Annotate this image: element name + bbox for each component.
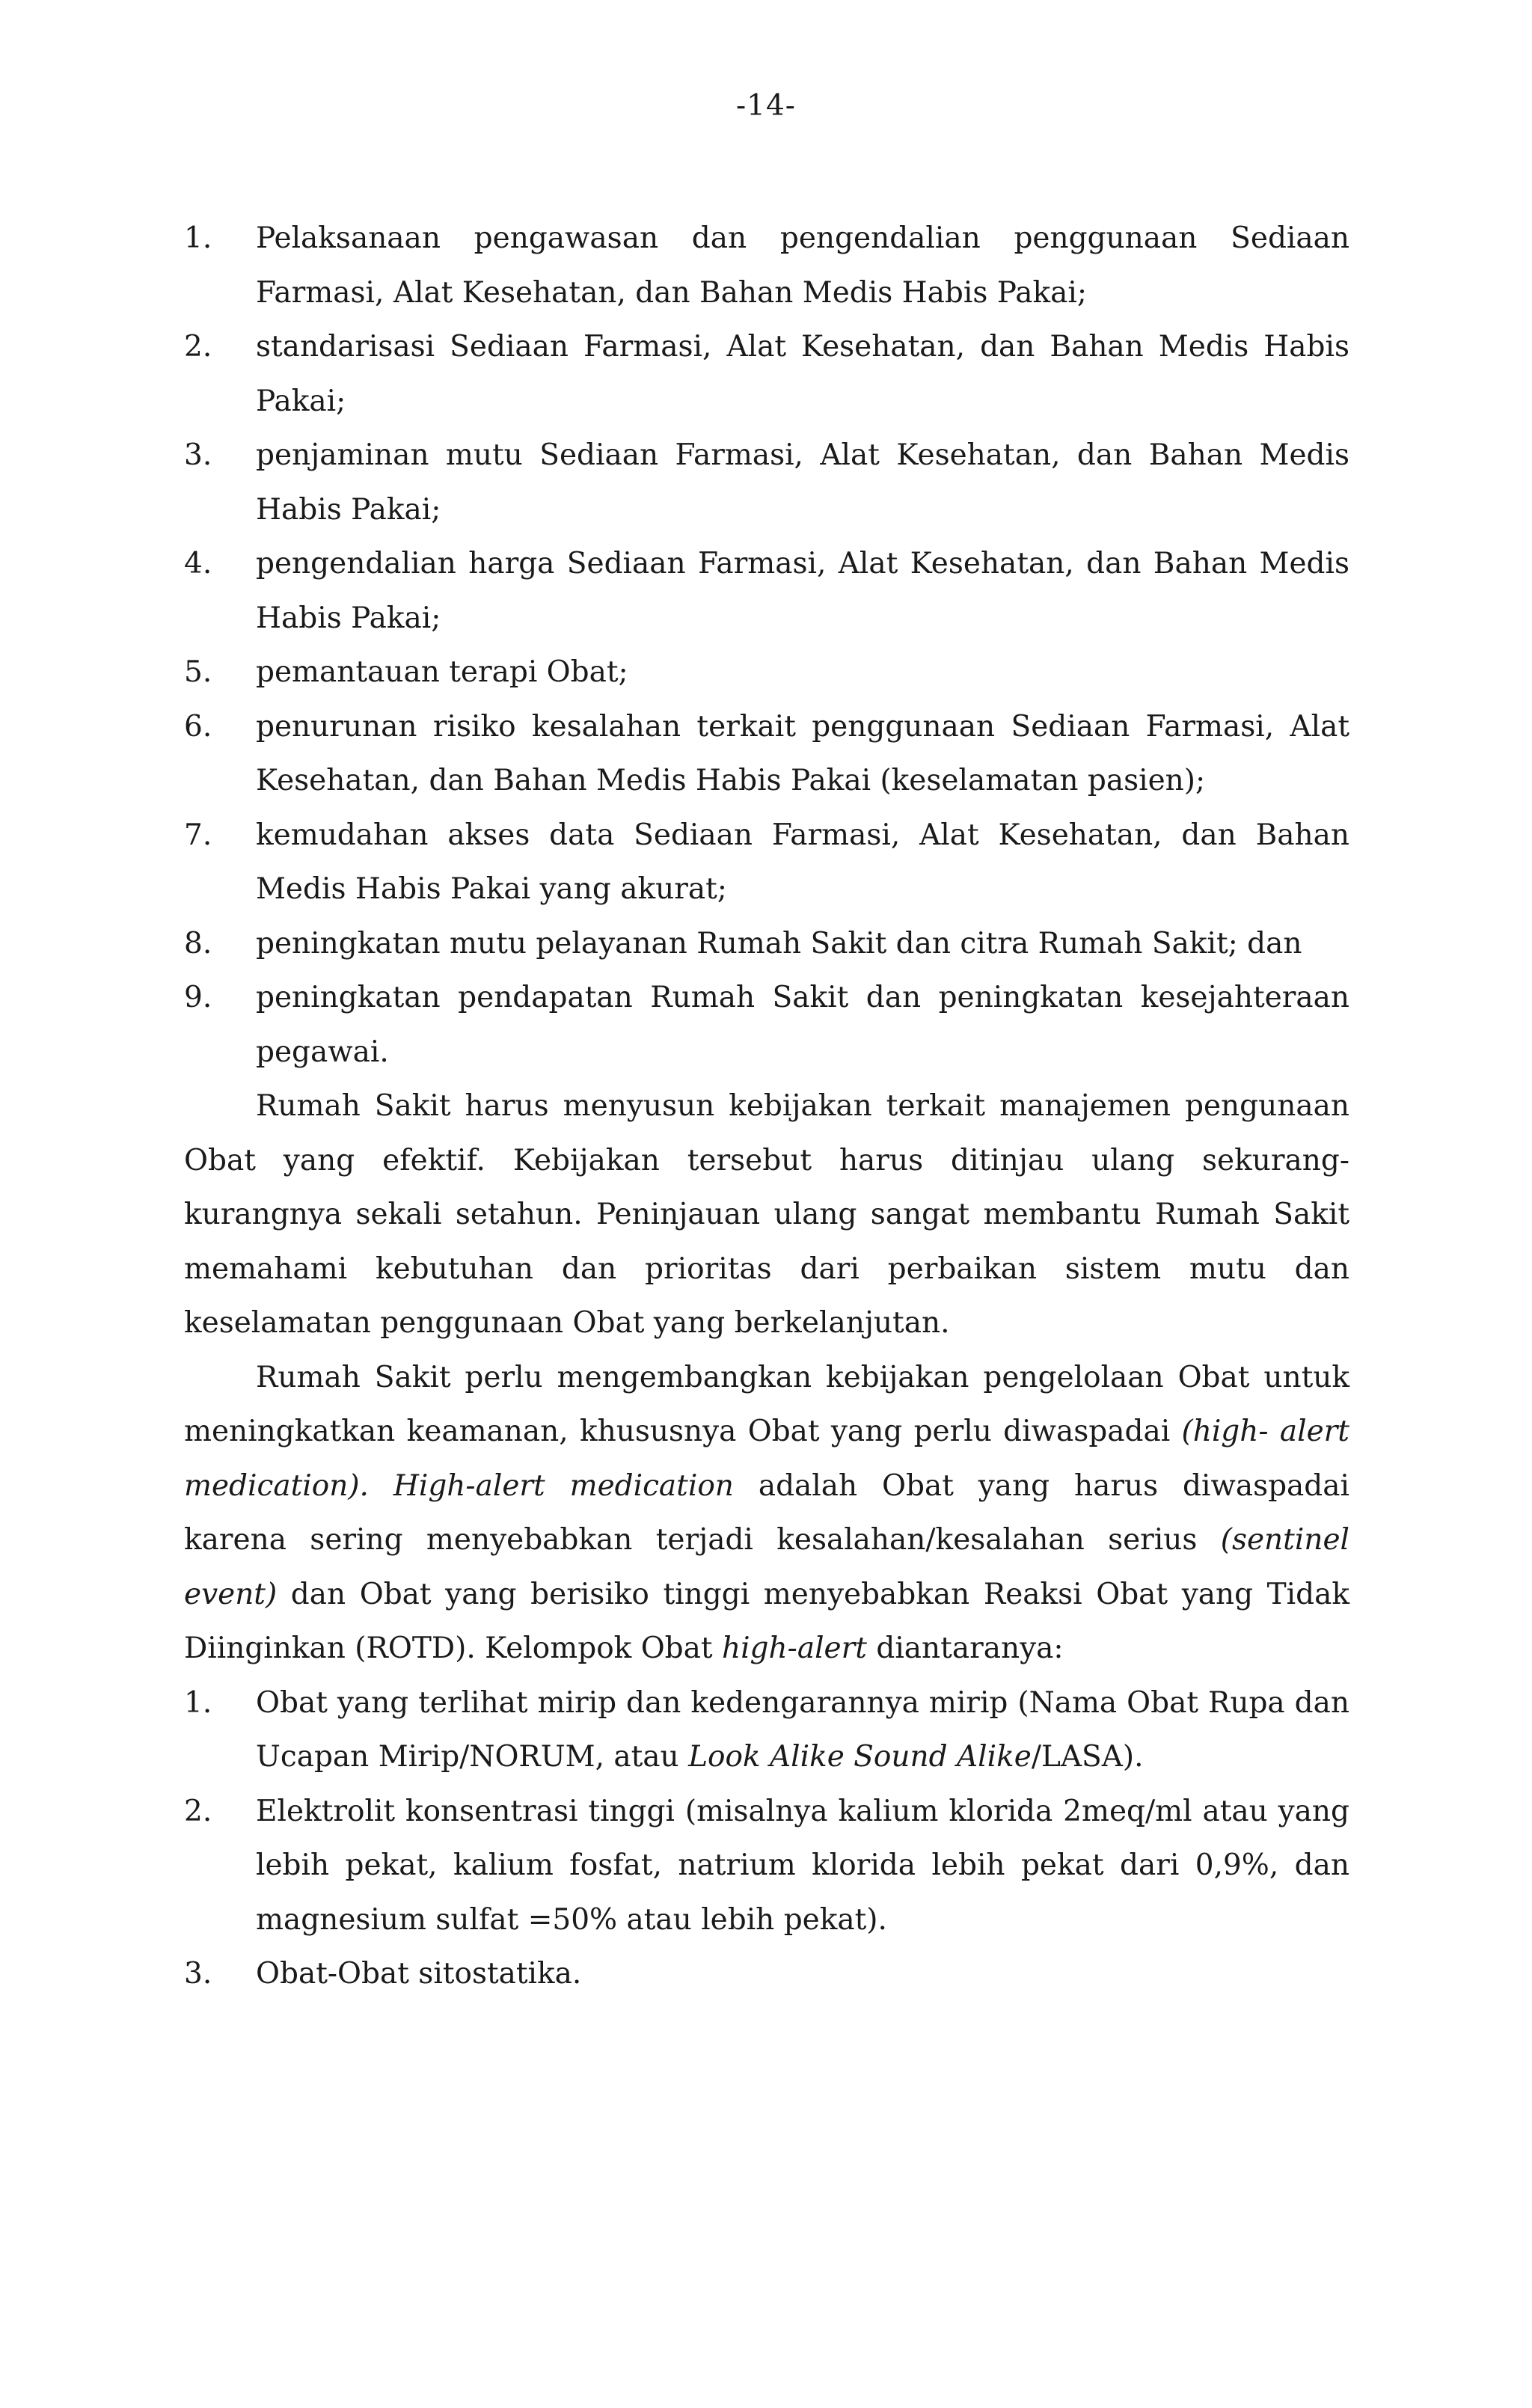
high-alert-list xyxy=(184,1676,1349,2002)
list-number: 3. xyxy=(184,438,212,472)
list-item xyxy=(184,320,1349,429)
para-text xyxy=(369,1469,393,1503)
list-item xyxy=(184,212,1349,320)
list-text: peningkatan mutu pelayanan Rumah Sakit dan citra Rumah Sakit; dan xyxy=(256,926,1302,961)
list-text-part: /LASA). xyxy=(1031,1740,1144,1774)
list-number: 9. xyxy=(184,981,212,1014)
list-text: Pelaksanaan pengawasan dan pengendalian penggunaan Sediaan Farmasi, Alat Kesehatan, dan Bahan Medis Habis Pakai; xyxy=(256,221,1349,310)
para-italic-term: (sentinel event) xyxy=(184,1523,1349,1611)
para-text: diantaranya: xyxy=(866,1632,1064,1665)
list-number: 1. xyxy=(184,1685,212,1720)
para-italic-term: (high- alert medication). xyxy=(184,1415,1349,1503)
list-text: pemantauan terapi Obat; xyxy=(256,655,628,689)
paragraph-policy-review: Rumah Sakit harus menyusun kebijakan terkait manajemen pengunaan Obat yang efektif. Kebijakan tersebut harus ditinjau ulang sekurang- kurangnya sekali setahun. Peninjauan ulang sangat membantu Rumah Sakit memahami kebutuhan dan prioritas dari perbaikan sistem mutu dan keselamatan penggunaan Obat yang berkelanjutan. xyxy=(184,1089,1349,1340)
list-item xyxy=(184,1785,1349,1948)
list-item xyxy=(184,917,1349,972)
list-number: 7. xyxy=(184,818,212,852)
list-text: peningkatan pendapatan Rumah Sakit dan peningkatan kesejahteraan pegawai. xyxy=(256,981,1349,1069)
list-text xyxy=(256,1947,1349,2002)
list-text: penurunan risiko kesalahan terkait penggunaan Sediaan Farmasi, Alat Kesehatan, dan Bahan Medis Habis Pakai (keselamatan pasien); xyxy=(256,709,1349,797)
list-text: standarisasi Sediaan Farmasi, Alat Kesehatan, dan Bahan Medis Habis Pakai; xyxy=(256,330,1349,418)
list-item xyxy=(184,646,1349,700)
page-content xyxy=(184,212,1349,2002)
list-number: 3. xyxy=(184,1957,212,1991)
list-text xyxy=(256,1785,1349,1948)
para-italic-term: High-alert medication xyxy=(393,1468,734,1503)
list-text: pengendalian harga Sediaan Farmasi, Alat Kesehatan, dan Bahan Medis Habis Pakai; xyxy=(256,547,1349,635)
list-text-part: Elektrolit konsentrasi tinggi (misalnya kalium klorida 2meq/ml atau yang lebih pekat, kalium fosfat, natrium klorida lebih pekat dari 0,9%, dan magnesium sulfat =50% atau lebih pekat). xyxy=(256,1794,1349,1937)
list-item xyxy=(184,809,1349,917)
para-text: Rumah Sakit perlu mengembangkan kebijakan pengelolaan Obat untuk meningkatkan keamanan, khususnya Obat yang perlu diwaspadai xyxy=(184,1360,1349,1448)
list-number: 1. xyxy=(184,221,212,255)
page-number: -14- xyxy=(736,89,796,123)
para-text: adalah Obat yang harus diwaspadai karena sering menyebabkan terjadi kesalahan/kesalahan serius xyxy=(184,1468,1349,1557)
list-item xyxy=(184,971,1349,1079)
paragraph-high-alert xyxy=(184,1351,1349,1676)
list-text: kemudahan akses data Sediaan Farmasi, Alat Kesehatan, dan Bahan Medis Habis Pakai yang akurat; xyxy=(256,818,1349,906)
list-text-part: Obat-Obat sitostatika. xyxy=(256,1957,582,1991)
list-number: 2. xyxy=(184,330,212,364)
list-item xyxy=(184,1947,1349,2002)
list-text-part: Obat yang terlihat mirip dan kedengarannya mirip (Nama Obat Rupa dan Ucapan Mirip/NORUM, atau xyxy=(256,1685,1349,1774)
list-italic-term: Look Alike Sound Alike xyxy=(688,1740,1032,1774)
list-text: penjaminan mutu Sediaan Farmasi, Alat Kesehatan, dan Bahan Medis Habis Pakai; xyxy=(256,438,1349,527)
list-text xyxy=(256,1676,1349,1785)
list-number: 4. xyxy=(184,547,212,580)
list-number: 2. xyxy=(184,1794,212,1828)
list-number: 5. xyxy=(184,655,212,689)
para-italic-term: high-alert xyxy=(721,1632,867,1665)
list-item xyxy=(184,429,1349,537)
list-number: 6. xyxy=(184,709,212,744)
benefits-list xyxy=(184,212,1349,1079)
para-text: dan Obat yang berisiko tinggi menyebabkan Reaksi Obat yang Tidak Diinginkan (ROTD). Kelompok Obat xyxy=(184,1577,1349,1665)
list-item xyxy=(184,700,1349,809)
list-item xyxy=(184,1676,1349,1785)
list-item xyxy=(184,537,1349,646)
list-number: 8. xyxy=(184,926,212,961)
